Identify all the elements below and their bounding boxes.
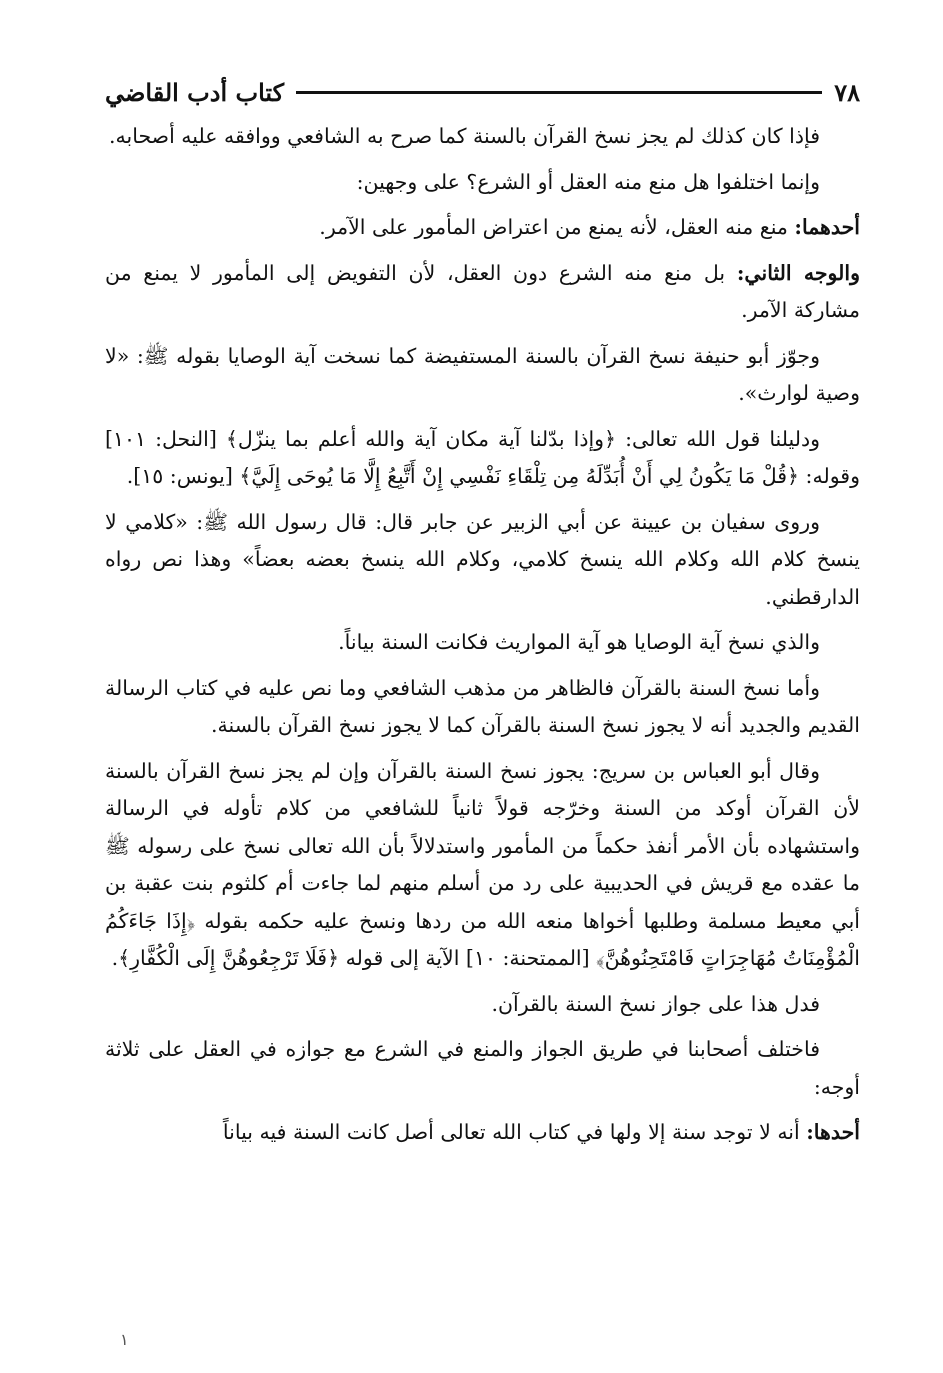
paragraph-text: والذي نسخ آية الوصايا هو آية المواريث فكانت السنة بياناً. [338, 630, 820, 654]
paragraph-text: منع منه العقل، لأنه يمنع من اعتراض المأمور على الآمر. [319, 215, 795, 239]
paragraph-text: فإذا كان كذلك لم يجز نسخ القرآن بالسنة كما صرح به الشافعي ووافقه عليه أصحابه. [108, 124, 820, 148]
paragraph-lead: والوجه الثاني: [736, 260, 860, 285]
header-rule [296, 91, 822, 94]
paragraph-text: فدل هذا على جواز نسخ السنة بالقرآن. [491, 991, 820, 1016]
paragraph-lead: أحدها: [806, 1120, 860, 1144]
paragraph-text: وجوّز أبو حنيفة نسخ القرآن بالسنة المستفيضة كما نسخت آية الوصايا بقوله ﷺ: «لا وصية لوارث». [105, 343, 860, 405]
paragraph [105, 504, 860, 617]
paragraph-text: ودليلنا قول الله تعالى: ﴿وإذا بدّلنا آية مكان آية والله أعلم بما ينزّل﴾ [النحل: ١٠١] وقوله: ﴿قُلْ مَا يَكُونُ لِي أَنْ أُبَدِّلَهُ مِن تِلْقَاءِ نَفْسِي إِنْ أَتَّبِعُ إِلَّا مَا يُوحَى إِلَيَّ﴾ [يونس: ١٥]. [105, 426, 860, 488]
paragraph-text: فاختلف أصحابنا في طريق الجواز والمنع في الشرع مع جوازه في العقل على ثلاثة أوجه: [105, 1037, 860, 1099]
paragraph-text: وروى سفيان بن عيينة عن أبي الزبير عن جابر قال: قال رسول الله ﷺ: «كلامي لا ينسخ كلام الله وكلام الله ينسخ كلامي، وكلام الله ينسخ بعضه بعضاً» وهذا نص رواه الدارقطني. [105, 509, 860, 609]
paragraph-lead: أحدهما: [794, 215, 860, 239]
page-mark: ١ [120, 1330, 129, 1349]
paragraph-text: وأما نسخ السنة بالقرآن فالظاهر من مذهب الشافعي وما نص عليه في كتاب الرسالة القديم والجديد أنه لا يجوز نسخ السنة بالقرآن كما لا يجوز نسخ القرآن بالسنة. [105, 675, 860, 737]
page-number: ٧٨ [834, 77, 860, 107]
paragraph-text: وإنما اختلفوا هل منع منه العقل أو الشرع؟ على وجهين: [356, 169, 820, 194]
paragraph [105, 1114, 860, 1152]
paragraph [105, 986, 860, 1024]
paragraph [105, 209, 860, 247]
paragraph-text: أنه لا توجد سنة إلا ولها في كتاب الله تعالى أصل كانت السنة فيه بياناً [222, 1120, 807, 1144]
page-header [105, 70, 860, 114]
paragraph [105, 338, 860, 413]
paragraph [105, 164, 860, 202]
paragraph [105, 118, 860, 156]
paragraph [105, 753, 860, 978]
paragraph-text: وقال أبو العباس بن سريج: يجوز نسخ السنة بالقرآن وإن لم يجز نسخ القرآن بالسنة لأن القرآن أوكد من السنة وخرّجه قولاً ثانياً للشافعي من كلام تأوله في الرسالة واستشهاده بأن الأمر أنفذ حكماً من المأمور واستدلالاً بأن الله تعالى نسخ على رسوله ﷺ ما عقده مع قريش في الحديبية على رد من أسلم منهم لما جاءت أم كلثوم بنت عقبة بن أبي معيط مسلمة وطلبها أخواها منعه الله من ردها ونسخ عليه حكمه بقوله ﴿إِذَا جَاءَكُمُ الْمُؤْمِنَاتُ مُهَاجِرَاتٍ فَامْتَحِنُوهُنَّ﴾ [الممتحنة: ١٠] الآية إلى قوله ﴿فَلَا تَرْجِعُوهُنَّ إِلَى الْكُفَّارِ﴾. [105, 758, 860, 970]
book-title: كتاب أدب القاضي [105, 77, 285, 107]
paragraph [105, 624, 860, 662]
paragraph [105, 421, 860, 496]
paragraph [105, 1031, 860, 1106]
page-body [105, 118, 860, 1160]
paragraph [105, 670, 860, 745]
paragraph [105, 255, 860, 330]
paragraph-text: بل منع منه الشرع دون العقل، لأن التفويض إلى المأمور لا يمنع من مشاركة الآمر. [105, 260, 860, 322]
